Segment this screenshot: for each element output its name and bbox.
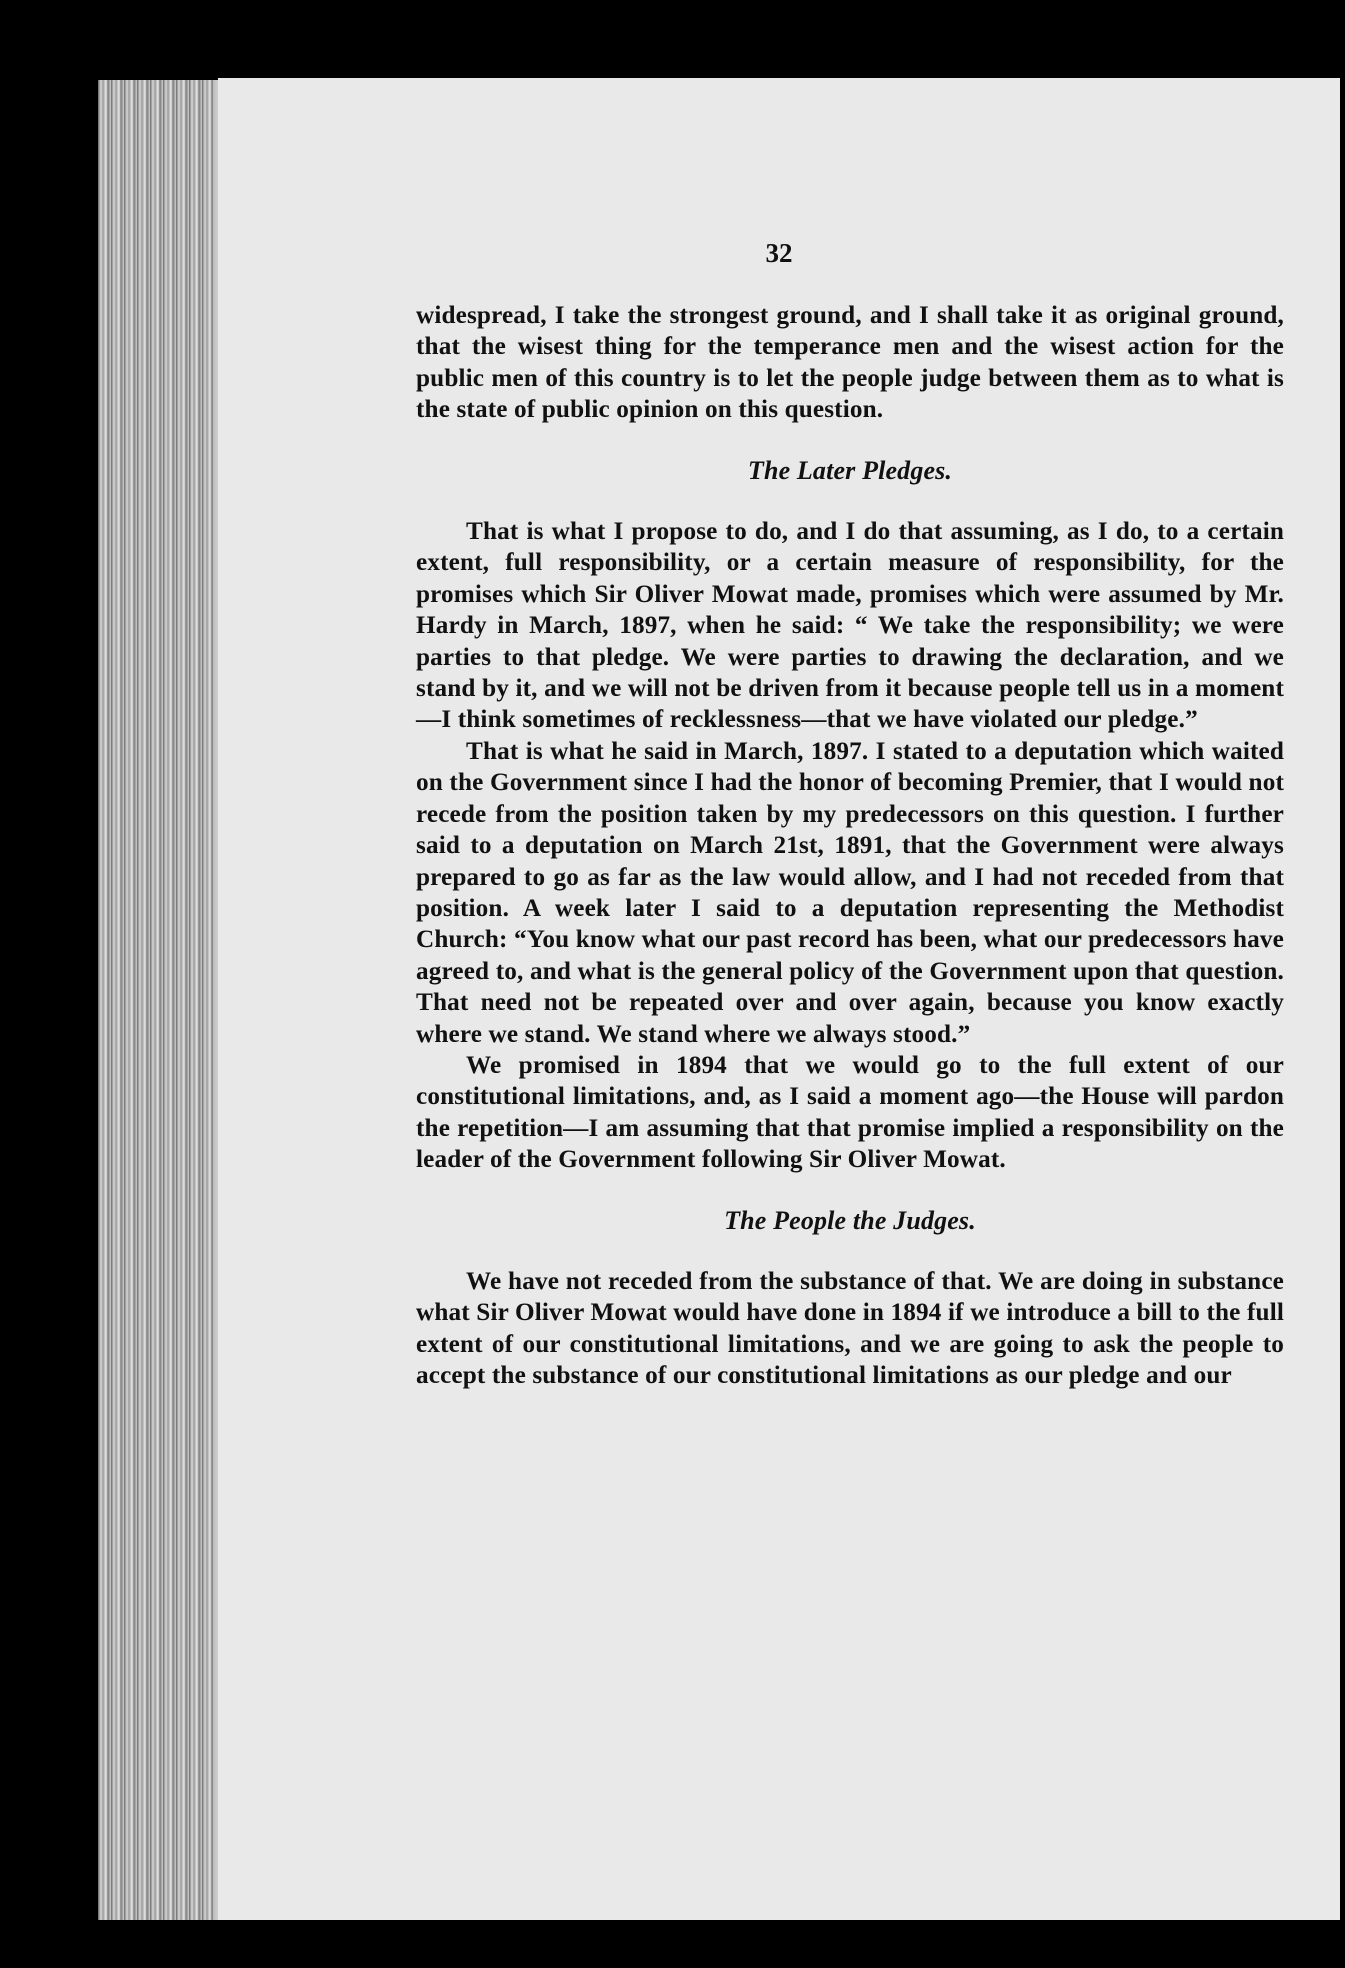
paragraph-4: We promised in 1894 that we would go to the full extent of our constitutional limitations, and, as I said a moment ago—the House will pardon the repetition—I am assuming that that promise implied a responsibility on the leader of the Government following Sir Oliver Mowat. [416,1051,1284,1174]
book-page-edges [98,80,223,1920]
section-heading-later-pledges: The Later Pledges. [747,455,953,485]
paragraph-3: That is what he said in March, 1897. I stated to a deputation which waited on the Government since I had the honor of becoming Premier, that I would not recede from the position taken by my predecessors on this question. I further said to a deputation on March 21st, 1891, that the Government were always prepared to go as far as the law would allow, and I had not receded from that position. A week later I said to a deputation representing the Methodist Church: “You know what our past record has been, what our predecessors have agreed to, and what is the general policy of the Government upon that question. That need not be repeated over and over again, because you know exactly where we stand. We stand where we always stood.” [416,737,1284,1048]
paragraph-5: We have not receded from the substance of that. We are doing in substance what Sir Oliver Mowat would have done in 1894 if we introduce a bill to the full extent of our constitutional limitations, and we are going to ask the people to accept the substance of our constitutional limitations as our pledge and our [416,1267,1284,1390]
paragraph-1: widespread, I take the strongest ground, and I shall take it as original ground, that the wisest thing for the temperance men and the wisest action for the public men of this country is to let the people judge between them as to what is the state of public opinion on this question. [416,302,1284,424]
page-number: 32 [765,238,793,268]
section-heading-people-judges: The People the Judges. [724,1205,976,1235]
book-page [218,78,1340,1920]
body-text [416,300,1284,1392]
paragraph-2: That is what I propose to do, and I do that assuming, as I do, to a certain extent, full responsibility, or a certain measure of responsibility, for the promises which Sir Oliver Mowat made, promises which were assumed by Mr. Hardy in March, 1897, when he said: “ We take the responsibility; we were parties to that pledge. We were parties to drawing the declaration, and we stand by it, and we will not be driven from it because people tell us in a moment—I think sometimes of recklessness—that we have violated our pledge.” [416,518,1284,734]
